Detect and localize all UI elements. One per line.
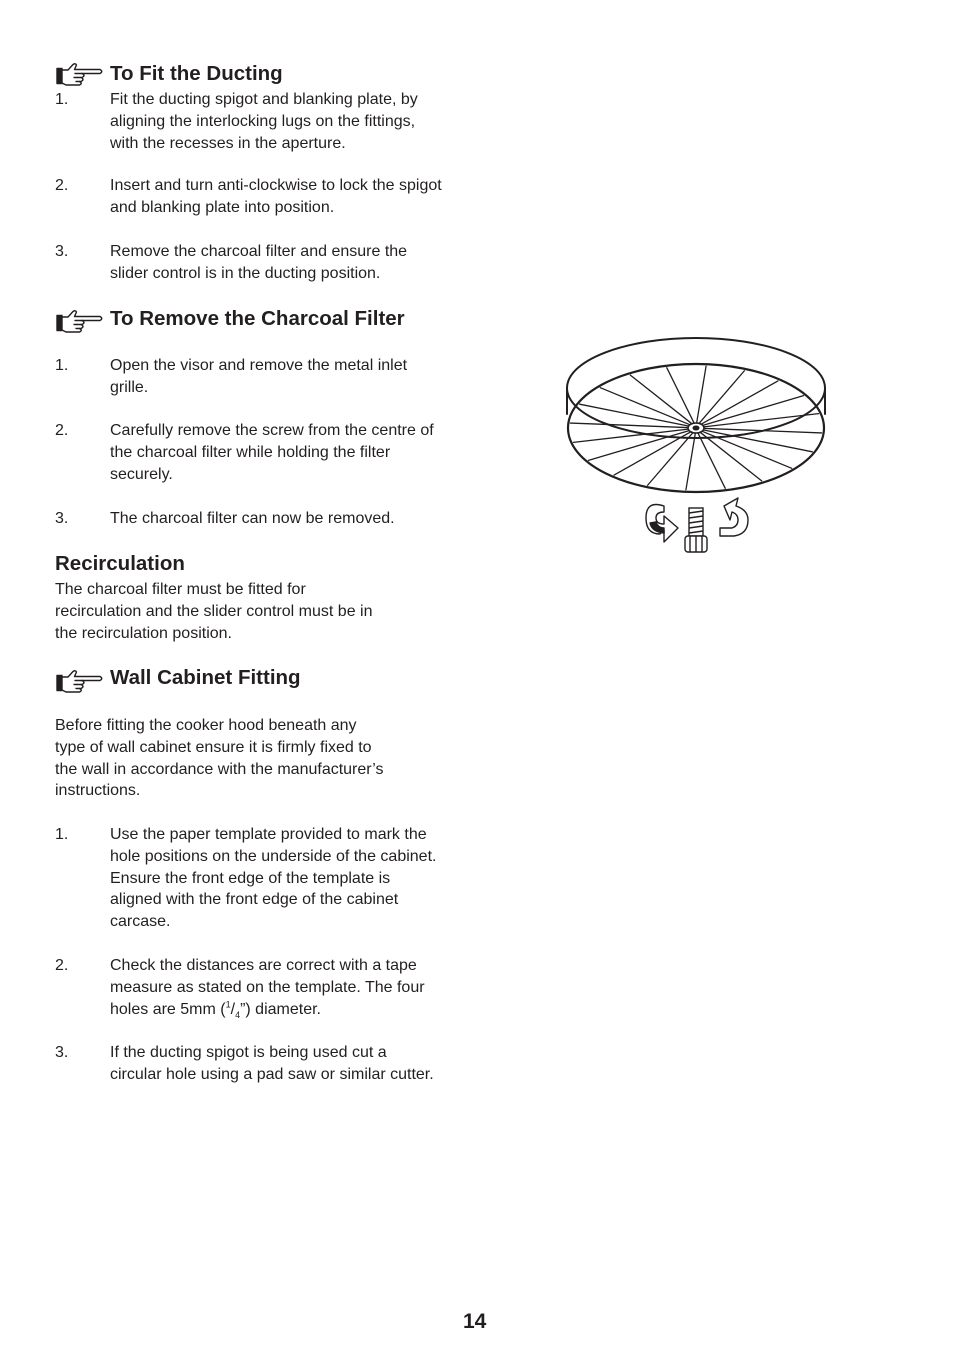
wall-cabinet-intro: Before fitting the cooker hood beneath any type of wall cabinet ensure it is firmly fixed to the wall in accordance with the manufacturer’s instructions. <box>55 717 384 800</box>
filter-spoke <box>702 381 778 424</box>
pointing-hand-icon <box>55 62 105 86</box>
hole-diameter-line: holes are 5mm $(^1/_4”)$ diameter. <box>110 999 321 1020</box>
list-item: Check the distances are correct with a tape measure as stated on the template. The four holes are 5mm $(^1/_4”)$ diameter. <box>110 955 470 1020</box>
step-number: 2. <box>55 177 69 194</box>
step-number: 1. <box>55 91 69 108</box>
step-number: 2. <box>55 422 69 439</box>
filter-spoke <box>614 432 690 475</box>
step-number: 3. <box>55 1044 69 1061</box>
list-item: The charcoal filter can now be removed. <box>110 510 395 527</box>
heading-remove-charcoal-filter: To Remove the Charcoal Filter <box>110 307 405 330</box>
list-item: Open the visor and remove the metal inlet grille. <box>110 357 408 396</box>
heading-wall-cabinet-fitting: Wall Cabinet Fitting <box>110 666 301 689</box>
list-item: If the ducting spigot is being used cut a circular hole using a pad saw or similar cutter. <box>110 1044 434 1083</box>
heading-fit-ducting: To Fit the Ducting <box>110 62 283 85</box>
list-item: Carefully remove the screw from the centre of the charcoal filter while holding the filter securely. <box>110 422 434 483</box>
pointing-hand-icon <box>55 309 105 333</box>
filter-spoke <box>600 388 689 425</box>
step-number: 1. <box>55 826 69 843</box>
list-item: Insert and turn anti-clockwise to lock the spigot and blanking plate into position. <box>110 177 442 216</box>
heading-recirculation: Recirculation <box>55 552 185 575</box>
step-number: 1. <box>55 357 69 374</box>
rotate-clockwise-arrow-icon <box>720 498 748 536</box>
page-number: 14 <box>463 1310 487 1333</box>
list-item: Use the paper template provided to mark the hole positions on the underside of the cabinet. Ensure the front edge of the template is aligned with the front edge of the cabinet carcase. <box>110 826 437 931</box>
filter-spoke <box>697 366 706 422</box>
screw-icon <box>685 508 707 552</box>
list-item: Remove the charcoal filter and ensure the slider control is in the ducting position. <box>110 243 408 282</box>
list-item: Fit the ducting spigot and blanking plate, by aligning the interlocking lugs on the fittings, with the recesses in the aperture. <box>110 91 418 152</box>
rotate-anticlockwise-arrow-icon <box>646 505 678 543</box>
step-number: 3. <box>55 510 69 527</box>
filter-spoke <box>705 428 822 433</box>
filter-spoke <box>570 423 687 428</box>
filter-spoke <box>703 432 792 469</box>
recirculation-paragraph: The charcoal filter must be fitted for recirculation and the slider control must be in the recirculation position. <box>55 581 373 642</box>
pointing-hand-icon <box>55 669 105 693</box>
filter-disc <box>567 338 825 492</box>
charcoal-filter-illustration <box>560 330 830 562</box>
step-number: 2. <box>55 957 69 974</box>
filter-spoke <box>686 433 695 489</box>
step-number: 3. <box>55 243 69 260</box>
